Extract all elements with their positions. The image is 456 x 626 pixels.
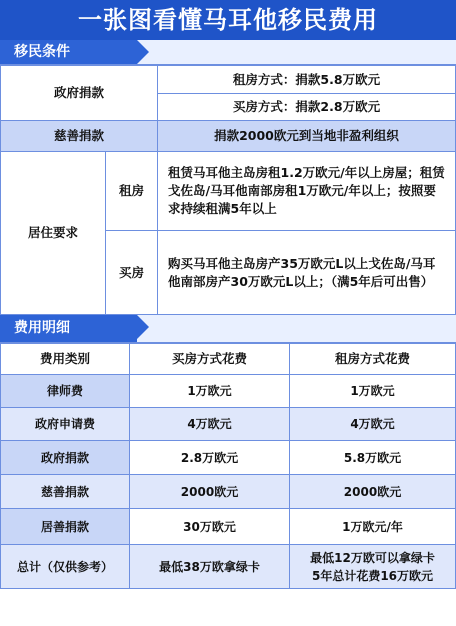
fee-total-rent xyxy=(289,544,456,589)
residence-buy-label: 买房 xyxy=(105,230,158,315)
fee-total-rent-line2: 5年总计花费16万欧元 xyxy=(311,568,434,583)
fee-row-gov-donation-label: 政府捐款 xyxy=(0,440,130,475)
fee-row-application-label: 政府申请费 xyxy=(0,407,130,441)
fee-row-charity-buy: 2000欧元 xyxy=(129,474,290,509)
residence-buy-text: 购买马耳他主岛房产35万欧元L以上戈佐岛/马耳他南部房产30万欧元L以上；（满5年后可出售） xyxy=(157,230,456,315)
fee-row-residence-label: 居善捐款 xyxy=(0,508,130,545)
conditions-table xyxy=(0,65,456,315)
charity-label: 慈善捐款 xyxy=(0,120,158,152)
fee-row-charity-label: 慈善捐款 xyxy=(0,474,130,509)
fee-total-buy: 最低38万欧拿绿卡 xyxy=(129,544,290,589)
fees-header-rent: 租房方式花费 xyxy=(289,343,456,375)
residence-label: 居住要求 xyxy=(0,151,106,315)
section-header-immigration-conditions xyxy=(0,40,456,65)
fees-header-category: 费用类别 xyxy=(0,343,130,375)
gov-donation-rent: 租房方式：捐款5.8万欧元 xyxy=(157,65,456,94)
section-title-fee-details: 费用明细 xyxy=(0,315,137,342)
section-title-immigration-conditions: 移民条件 xyxy=(0,40,137,64)
fee-row-charity-rent: 2000欧元 xyxy=(289,474,456,509)
fee-row-lawyer-buy: 1万欧元 xyxy=(129,374,290,408)
fee-total-label: 总计（仅供参考） xyxy=(0,544,130,589)
fee-row-residence-buy: 30万欧元 xyxy=(129,508,290,545)
fees-table xyxy=(0,343,456,626)
fee-row-application-buy: 4万欧元 xyxy=(129,407,290,441)
residence-rent-label: 租房 xyxy=(105,151,158,231)
fee-row-lawyer-rent: 1万欧元 xyxy=(289,374,456,408)
gov-donation-buy: 买房方式：捐款2.8万欧元 xyxy=(157,93,456,121)
residence-rent-text: 租赁马耳他主岛房租1.2万欧元/年以上房屋；租赁戈佐岛/马耳他南部房租1万欧元/年以上；按照要求持续租满5年以上 xyxy=(157,151,456,231)
fees-header-buy: 买房方式花费 xyxy=(129,343,290,375)
fee-row-application-rent: 4万欧元 xyxy=(289,407,456,441)
charity-text: 捐款2000欧元到当地非盈利组织 xyxy=(157,120,456,152)
gov-donation-label: 政府捐款 xyxy=(0,65,158,121)
fee-row-residence-rent: 1万欧元/年 xyxy=(289,508,456,545)
fee-total-rent-line1: 最低12万欧可以拿绿卡 xyxy=(310,550,435,565)
fee-row-gov-donation-buy: 2.8万欧元 xyxy=(129,440,290,475)
fee-row-lawyer-label: 律师费 xyxy=(0,374,130,408)
fee-row-gov-donation-rent: 5.8万欧元 xyxy=(289,440,456,475)
page-title: 一张图看懂马耳他移民费用 xyxy=(0,0,456,40)
section-header-fee-details xyxy=(0,315,456,343)
